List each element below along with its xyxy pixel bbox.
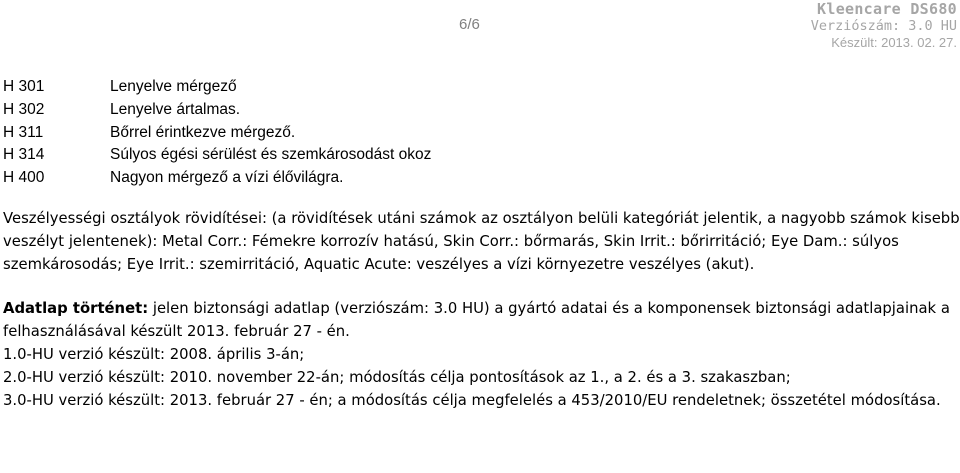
history-label: Adatlap történet: — [3, 300, 149, 318]
h-statement-list — [3, 76, 431, 190]
h-statement-row — [3, 167, 431, 190]
h-statement-code: H 314 — [3, 146, 45, 164]
datasheet-history — [3, 298, 960, 344]
h-statement-text: Nagyon mérgező a vízi élővilágra. — [110, 169, 344, 187]
issue-date: Készült: 2013. 02. 27. — [831, 35, 957, 50]
history-entry: 2.0-HU verzió készült: 2010. november 22-án; módosítás célja pontosítások az 1., a 2. és a 3. szakaszban; — [3, 368, 791, 386]
hazard-class-abbreviations: Veszélyességi osztályok rövidítései: (a rövidítések utáni számok az osztályon belüli kategóriát jelentik, a nagyobb számok kisebb veszélyt jelentenek): Metal Corr.: Fémekre korrozív hatású, Skin Corr.: bőrmarás, Skin Irrit.: bőrirritáció; Eye Dam.: súlyos szemkárosodás; Eye Irrit.: szemirritáció, Aquatic Acute: veszélyes a vízi környezetre veszélyes (akut). — [3, 210, 960, 273]
h-statement-row — [3, 122, 431, 145]
h-statement-code: H 400 — [3, 169, 45, 187]
history-intro: jelen biztonsági adatlap (verziószám: 3.0 HU) a gyártó adatai és a komponensek biztonsági adatlapjainak a felhasználásával készült 2013. február 27 - én. — [3, 300, 950, 341]
h-statement-row — [3, 144, 431, 167]
h-statement-text: Lenyelve ártalmas. — [110, 100, 241, 118]
version-number: Verziószám: 3.0 HU — [810, 18, 957, 34]
h-statement-text: Súlyos égési sérülést és szemkárosodást okoz — [110, 146, 432, 164]
h-statement-text: Bőrrel érintkezve mérgező. — [110, 123, 296, 141]
h-statement-text: Lenyelve mérgező — [110, 78, 237, 95]
document-info — [811, 0, 957, 51]
h-statement-code: H 301 — [3, 78, 45, 95]
page-number: 6/6 — [459, 16, 480, 33]
product-name: Kleencare DS680 — [817, 0, 957, 18]
h-statement-code: H 302 — [3, 100, 45, 118]
h-statement-code: H 311 — [3, 123, 44, 141]
history-entry: 1.0-HU verzió készült: 2008. április 3-án; — [3, 345, 305, 363]
h-statement-row — [3, 76, 431, 99]
history-entry: 3.0-HU verzió készült: 2013. február 27 - én; a módosítás célja megfelelés a 453/2010/EU rendeletnek; összetétel módosítása. — [3, 391, 941, 409]
document-body — [3, 208, 960, 412]
h-statement-row — [3, 99, 431, 122]
